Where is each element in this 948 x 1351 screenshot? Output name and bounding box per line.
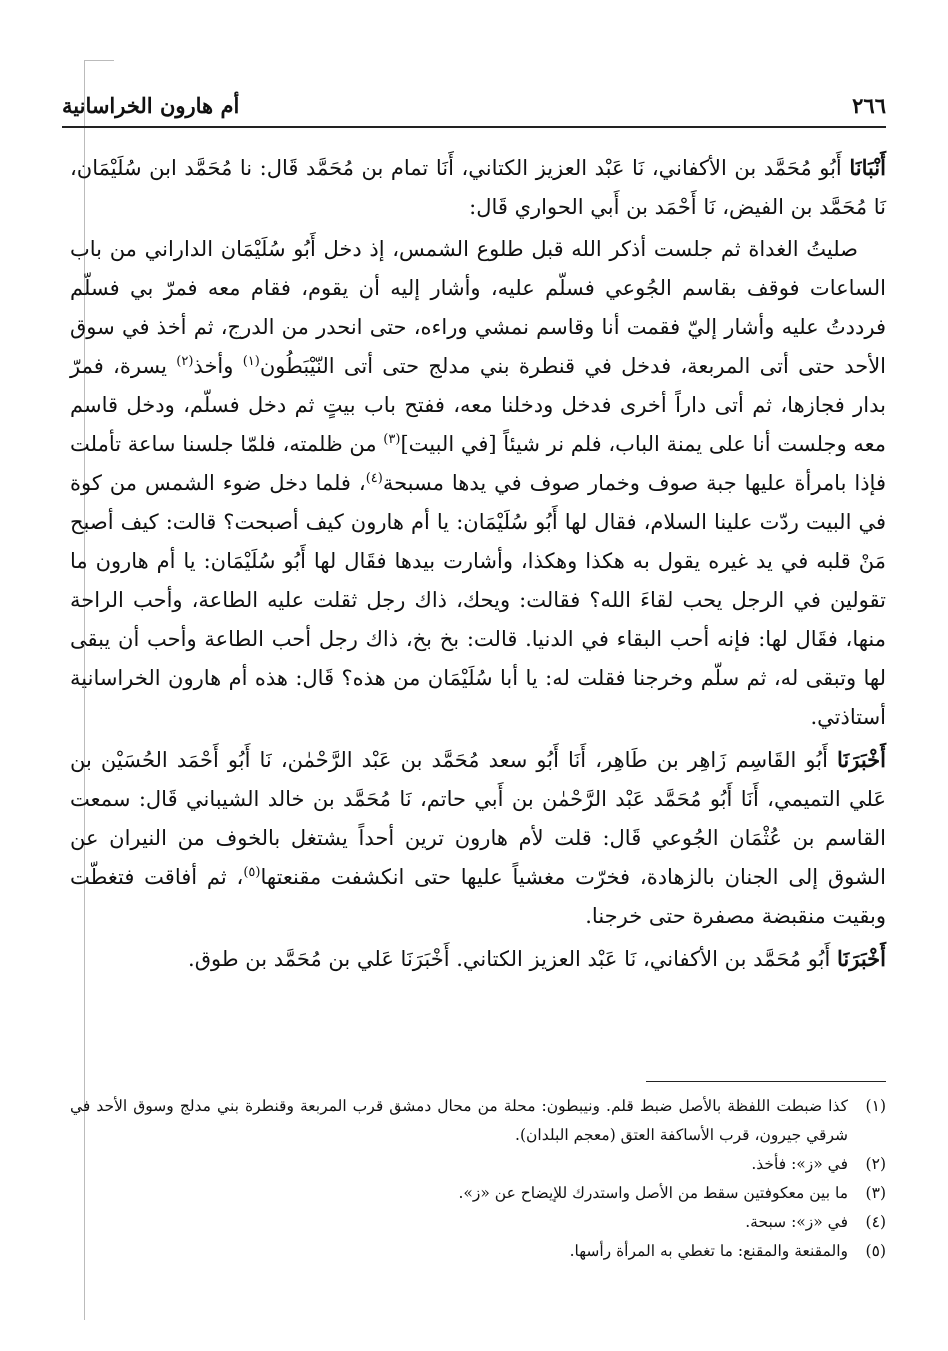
footnote-ref[interactable]: (٥) (243, 865, 261, 880)
footnote-text: في «ز»: سبحة. (745, 1213, 848, 1231)
paragraph-isnad-1 (70, 148, 886, 227)
scan-artifact-line (84, 60, 114, 61)
footnote-ref[interactable]: (٤) (365, 471, 383, 486)
paragraph-text: أَبُو مُحَمَّد بن الأكفاني، نَا عَبْد العزيز الكتاني، أَنَا تمام بن مُحَمَّد قَال: نا مُحَمَّد ابن سُلَيْمَان، نَا مُحَمَّد بن الفيض، نَا أَحْمَد بن أَبي الحواري قَال: (70, 156, 886, 219)
page-number: ٢٦٦ (852, 92, 886, 118)
paragraph-lead-word: أَخْبَرَنَا (837, 747, 886, 772)
paragraph-narration (70, 230, 886, 737)
paragraph-text: أَبُو مُحَمَّد بن الأكفاني، نَا عَبْد العزيز الكتاني. أَخْبَرَنَا عَلي بن مُحَمَّد بن طوق. (188, 947, 838, 971)
footnote-ref[interactable]: (١) (242, 354, 260, 369)
main-text (70, 148, 886, 982)
footnote-number: (٣) (865, 1184, 886, 1202)
running-header (62, 88, 886, 122)
paragraph-text: من ظلمته، فلمّا جلسنا ساعة تأملت فإذا بامرأة عليها جبة صوف وخمار صوف في يدها مسبحة (70, 432, 886, 495)
footnote-item (70, 1237, 886, 1266)
paragraph-text: ، فلما دخل ضوء الشمس من كوة في البيت ردّت علينا السلام، فقال لها أَبُو سُلَيْمَان: يا أم هارون كيف أصبحت؟ قالت: كيف أصبح مَنْ قلبه في يد غيره يقول به هكذا وهكذا، وأشارت بيدها فقَال لها أَبُو سُلَيْمَان: يا أم هارون ما تقولين في الرجل يحب لقاءَ الله؟ فقالت: ويحك، ذاك رجل ثقلت عليه الطاعة، وأحب الراحة منها، فقَال لها: فإنه أحب البقاء في الدنيا. قالت: بخ بخ، ذاك رجل أحب الطاعة وأحب أن يبقى لها وتبقى له، ثم سلّم وخرجنا فقلت له: يا أبا سُلَيْمَان من هذه؟ قَال: هذه أم هارون الخراسانية أستاذتي. (70, 471, 886, 729)
paragraph-text: يسرة، فمرّ بدار فجازها، ثم أتى داراً أخرى فدخل ودخلنا معه، ففتح باب بيتٍ ثم دخل فسلّم، ودخل قاسم معه وجلست أنا على يمنة الباب، فلم نر شيئاً [في البيت] (70, 354, 886, 456)
paragraph-text: ، ثم أفاقت فتغطّت وبقيت منقبضة مصفرة حتى خرجنا. (70, 865, 886, 928)
paragraph-isnad-3 (70, 939, 886, 979)
footnote-text: كذا ضبطت اللفظة بالأصل ضبط قلم. ونيبطون: محلة من محال دمشق قرب المربعة وقنطرة بني مدلج وسوق الأحد في شرقي جيرون، قرب الأساكفة العتق (معجم البلدان). (70, 1097, 848, 1144)
footnote-number: (٢) (865, 1155, 886, 1173)
footnote-text: ما بين معكوفتين سقط من الأصل واستدرك للإيضاح عن «ز». (458, 1184, 848, 1202)
footnote-item (70, 1092, 886, 1150)
footnote-item (70, 1179, 886, 1208)
footnote-ref[interactable]: (٣) (383, 432, 401, 447)
paragraph-text: صليتُ الغداة ثم جلست أذكر الله قبل طلوع الشمس، إذ دخل أَبُو سُلَيْمَان الداراني من باب الساعات فوقف بقاسم الجُوعي فسلّم عليه، وأشار إليه أن يقوم، فقام معه فمرّ بي فسلّم فرددتُ عليه وأشار إليّ فقمت أنا وقاسم نمشي وراءه، حتى انحدر من الدرج، ثم أخذ في سوق الأحد حتى أتى المربعة، فدخل في قنطرة بني مدلج حتى أتى النّيْبَطُون (70, 237, 887, 378)
footnote-text: والمقنعة والمقنع: ما تغطي به المرأة رأسها. (569, 1242, 848, 1260)
footnote-item (70, 1208, 886, 1237)
paragraph-text: وأخذ (193, 354, 243, 378)
paragraph-lead-word: أَنْبَانَا (849, 155, 886, 180)
header-rule (62, 126, 886, 128)
footnote-item (70, 1150, 886, 1179)
paragraph-isnad-2 (70, 740, 886, 936)
footnote-number: (٥) (865, 1242, 886, 1260)
footnotes (70, 1092, 886, 1266)
paragraph-lead-word: أَخْبَرَنَا (837, 946, 886, 971)
running-title: أم هارون الخراسانية (62, 92, 240, 118)
footnote-number: (٤) (865, 1213, 886, 1231)
footnote-text: في «ز»: فأخذ. (751, 1155, 848, 1173)
footnote-separator (646, 1081, 886, 1082)
footnote-number: (١) (865, 1097, 886, 1115)
footnote-ref[interactable]: (٢) (176, 354, 194, 369)
paragraph-text: أَبُو القَاسِم زَاهِر بن طَاهِر، أَنَا أَبُو سعد مُحَمَّد بن عَبْد الرَّحْمٰن، نَا أَبُو أَحْمَد الحُسَيْن بن عَلي التميمي، أَنَا أَبُو مُحَمَّد عَبْد الرَّحْمٰن بن أَبي حاتم، نَا مُحَمَّد بن خالد الشيباني قَال: سمعت القاسم بن عُثْمَان الجُوعي قَال: قلت لأم هارون ترين أحداً يشتغل بالخوف من النيران عن الشوق إلى الجنان بالزهادة، فخرّت مغشياً عليها حتى انكشفت مقنعتها (70, 748, 886, 889)
